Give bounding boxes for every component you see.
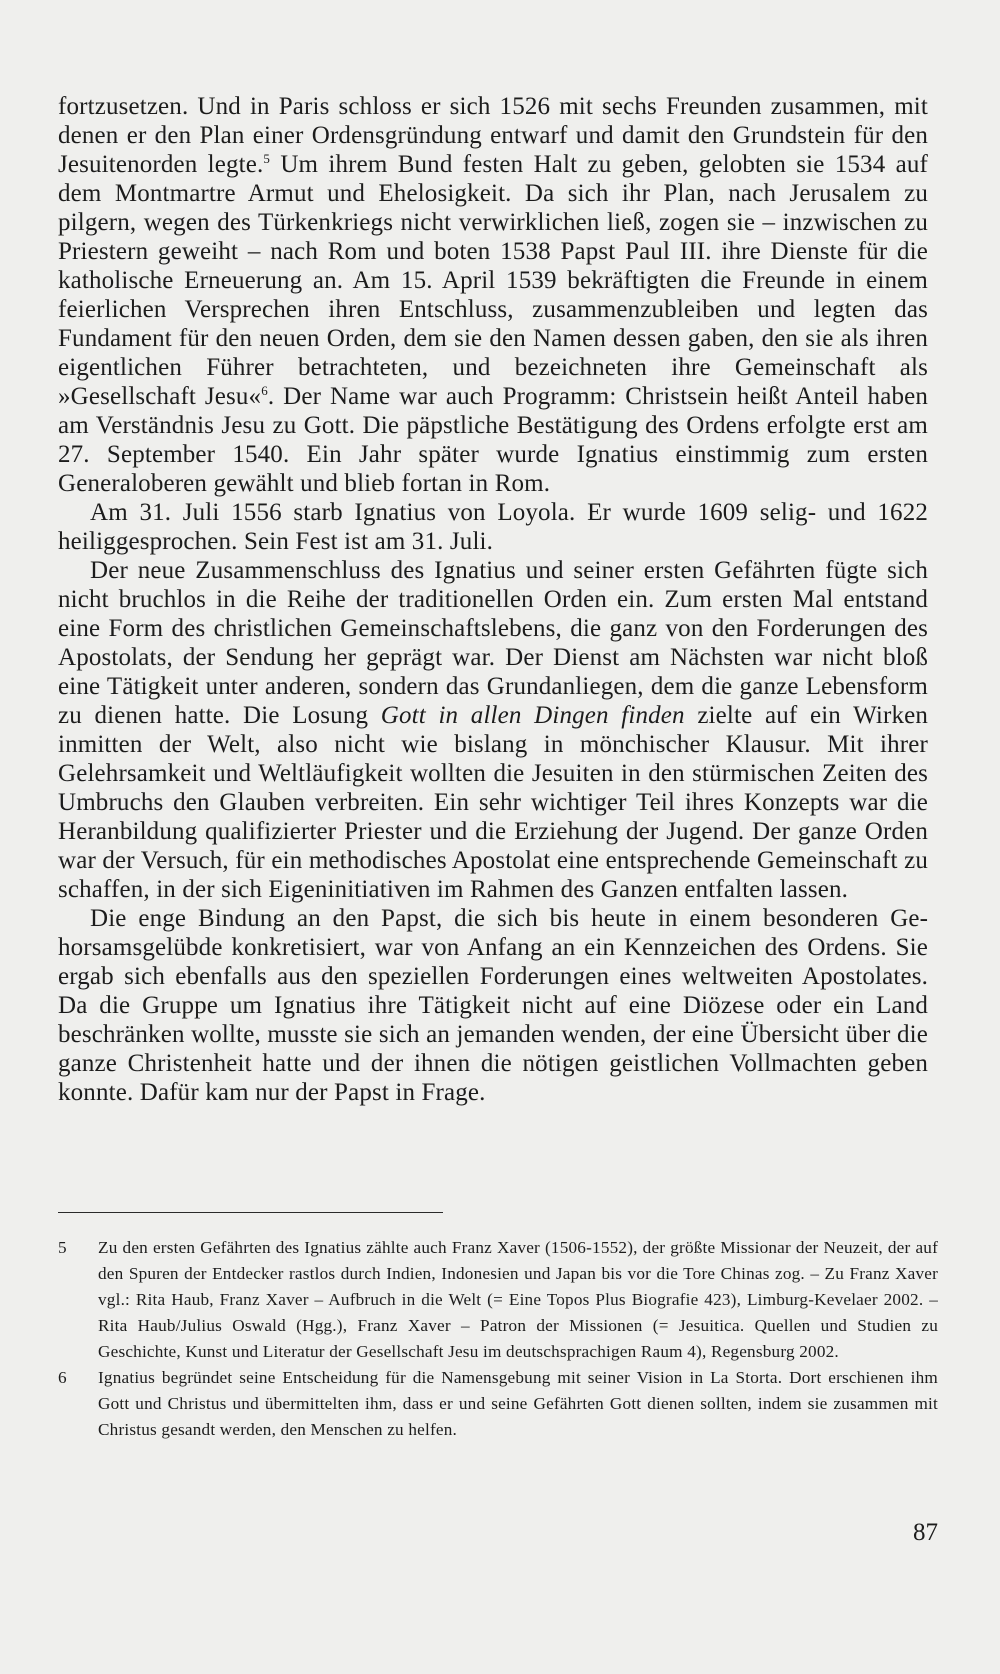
footnote-text: Zu den ersten Gefährten des Ignatius zählte auch Franz Xaver (1506-1552), der größte Missionar der Neuzeit, der auf den Spuren der Entdecker rastlos durch Indien, Indonesien und Japan bis vor die Tore Chinas zog. – Zu Franz Xaver vgl.: Rita Haub, Franz Xaver – Aufbruch in die Welt (= Eine Topos Plus Biografie 423), Limburg-Kevelaer 2002. – Rita Haub/Julius Oswald (Hgg.), Franz Xaver – Patron der Missionen (= Jesuitica. Quellen und Studien zu Geschichte, Kunst und Literatur der Gesellschaft Jesu im deutschsprachigen Raum 4), Regensburg 2002. [98,1238,938,1361]
paragraph-3-text-cont: zielte auf ein Wirken inmitten der Welt, also nicht wie bislang in mönchischer Klausur. Mit ihrer Gelehrsamkeit und Weltläufigkeit wollten die Jesuiten in den stürmischen Zeiten des Umbruchs den Glauben verbreiten. Ein sehr wichtiger Teil ihres Konzepts war die Heranbildung qualifizierter Priester und die Erziehung der Jugend. Der ganze Orden war der Versuch, für ein methodisches Apostolat eine entsprechende Gemeinschaft zu schaffen, in der sich Eigeninitiativen im Rahmen des Ganzen entfalten lassen. [58,702,928,903]
paragraph-4-text: Die enge Bindung an den Papst, die sich bis heute in einem besonderen Gehorsamsgelübde konkretisiert, war von Anfang an ein Kennzeichen des Ordens. Sie ergab sich ebenfalls aus den speziellen Forderungen eines weltweiten Apostolates. Da die Gruppe um Ignatius ihre Tätigkeit nicht auf eine Diözese oder ein Land beschränken wollte, musste sie sich an jemanden wenden, der eine Übersicht über die ganze Christenheit hatte und der ihnen die nötigen geistlichen Vollmachten geben konnte. Dafür kam nur der Papst in Frage. [58,905,928,1106]
paragraph-1 [58,92,928,498]
motto-italic: Gott in allen Dingen finden [380,702,685,729]
footnote-reference-6: 6 [261,383,268,398]
footnote-number: 6 [58,1368,67,1387]
paragraph-1-text-end: . Der Name war auch Programm: Christsein heißt Anteil haben am Verständnis Jesu zu Gott. Die päpstliche Bestätigung des Ordens erfolgte erst am 27. September 1540. Ein Jahr später wurde Ignatius einstimmig zum ersten Generaloberen gewählt und blieb fortan in Rom. [58,383,929,497]
footnote-separator [58,1212,443,1213]
footnote-number: 5 [58,1238,67,1257]
footnote-5 [58,1235,938,1365]
footnote-6 [58,1365,938,1443]
paragraph-3-text: Der neue Zusammenschluss des Ignatius und seiner ersten Gefährten fügte sich nicht bruchlos in die Reihe der traditionellen Orden ein. Zum ersten Mal entstand eine Form des christlichen Gemeinschaftslebens, die ganz von den Forderungen des Apostolats, der Sendung her geprägt war. Der Dienst am Nächsten war nicht bloß eine Tätigkeit unter anderen, sondern das Grundanliegen, dem die ganze Lebensform zu dienen hatte. Die Losung [58,557,928,729]
paragraph-1-text-cont: Um ihrem Bund festen Halt zu geben, gelobten sie 1534 auf dem Montmartre Armut und Ehelosigkeit. Da sich ihr Plan, nach Jerusalem zu pilgern, wegen des Türkenkriegs nicht verwirklichen ließ, zogen sie – inzwischen zu Priestern geweiht – nach Rom und boten 1538 Papst Paul III. ihre Dienste für die katholische Erneuerung an. Am 15. April 1539 bekräftigten die Freunde in einem feierlichen Versprechen ihren Entschluss, zusammenzubleiben und legten das Fundament für den neuen Orden, dem sie den Namen dessen gaben, den sie als ihren eigentlichen Führer betrachteten, und bezeichneten ihre Gemeinschaft als »Gesellschaft Jesu« [58,151,928,410]
paragraph-2 [58,498,928,556]
body-text [58,92,928,1107]
paragraph-4 [58,904,928,1107]
footnote-text: Ignatius begründet seine Entscheidung für die Namensgebung mit seiner Vision in La Storta. Dort erschienen ihm Gott und Christus und übermittelten ihm, dass er und seine Gefährten Gott dienen sollten, indem sie zusammen mit Christus gesandt werden, den Menschen zu helfen. [98,1368,938,1439]
footnote-reference-5: 5 [263,151,271,166]
paragraph-2-text: Am 31. Juli 1556 starb Ignatius von Loyola. Er wurde 1609 selig- und 1622 heiliggesprochen. Sein Fest ist am 31. Juli. [58,499,928,555]
paragraph-3 [58,556,928,904]
footnotes [58,1235,938,1443]
page-number: 87 [913,1519,938,1546]
paragraph-1-text: fortzusetzen. Und in Paris schloss er sich 1526 mit sechs Freunden zusammen, mit denen er den Plan einer Ordensgründung entwarf und damit den Grundstein für den Jesuitenorden legte. [58,93,928,178]
